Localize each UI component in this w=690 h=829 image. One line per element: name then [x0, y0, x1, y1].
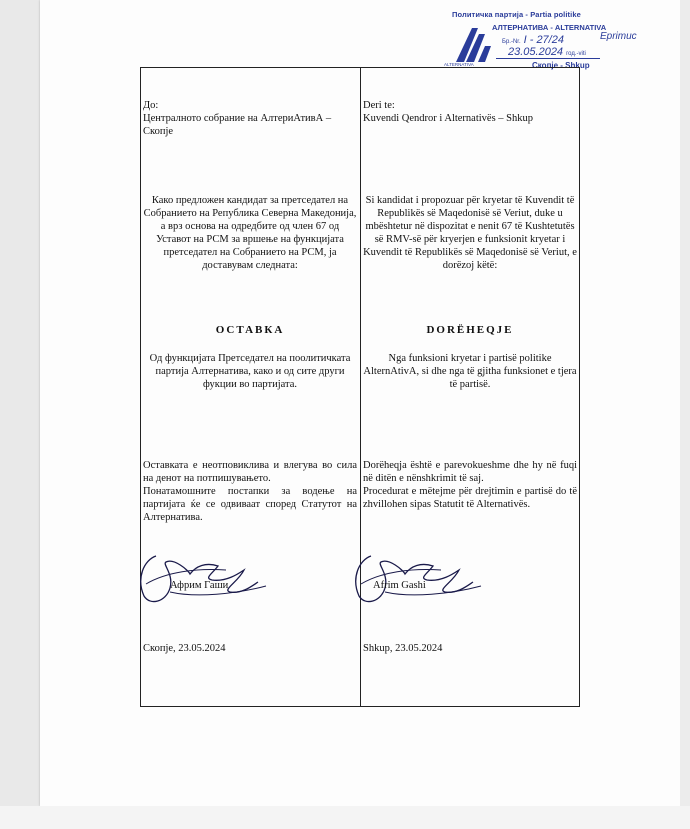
viewer-bottom — [0, 806, 690, 829]
stamp-underline — [496, 58, 600, 59]
left-signature-icon — [126, 544, 276, 609]
stamp-handwritten-note: Eprimuc — [600, 31, 637, 42]
right-statement: Nga funksioni kryetar i partisë politike AlternAtivA, si dhe nga të gjitha funksionet e tjera të partisë. — [363, 353, 577, 390]
left-heading: ОСТАВКА — [215, 324, 285, 336]
right-addressee — [363, 99, 577, 125]
right-closing — [363, 459, 577, 511]
page-edge — [680, 0, 690, 806]
left-to-label: До: — [143, 100, 159, 111]
right-to-value: Kuvendi Qendror i Alternativës – Shkup — [363, 113, 534, 124]
left-closing — [143, 459, 357, 524]
column-divider — [360, 68, 361, 706]
stamp-party-type: Политичка партија - Partia politike — [452, 10, 581, 19]
stamp-date-value: 23.05.2024 — [508, 46, 564, 58]
right-signature — [341, 544, 491, 609]
stamp-party-name: АЛТЕРНАТИВА - ALTERNATIVA — [492, 23, 607, 32]
left-place-date: Скопје, 23.05.2024 — [143, 643, 226, 654]
right-intro: Si kandidat i propozuar për kryetar të Kuvendit të Republikës së Maqedonisë së Veriut, duke u mbështetur në dispozitat e nenit 67 të Kushtetutës së RMV-së për kryerjen e funksionit kryetar i Kuvendit të Republikës së Maqedonisë së Veriut, e dorëzoj këtë: — [363, 195, 577, 271]
left-closing-1: Оставката е неотповиклива и влегува во сила на денот на потпишувањето. — [143, 460, 357, 484]
stamp-brand: ALTERNATIVA — [444, 62, 474, 67]
right-to-label: Deri te: — [363, 100, 395, 111]
left-intro: Како предложен кандидат за претседател на Собранието на Република Северна Македонија, а врз основа на одредбите од член 67 од Уставот на РСМ за вршење на функцијата претседател на Собранието на РСМ, ја доставувам следната: — [143, 195, 357, 271]
right-place-date: Shkup, 23.05.2024 — [363, 643, 443, 654]
stamp-city: Скопје - Shkup — [532, 61, 590, 70]
left-to-value: Централното собрание на АлтериАтивА – Скопје — [143, 113, 332, 137]
stamp-reg-label: Бр.-Nr. — [502, 39, 521, 45]
left-signature-name: Африм Гаши — [170, 580, 229, 591]
right-closing-2: Procedurat e mëtejme për drejtimin e partisë do të zhvillohen sipas Statutit të Alternativës. — [363, 486, 577, 510]
right-signature-icon — [341, 544, 491, 609]
left-addressee — [143, 99, 357, 138]
stamp-date-unit: год.-viti — [566, 51, 586, 57]
party-stamp — [444, 6, 662, 76]
left-signature — [126, 544, 276, 609]
right-closing-1: Dorëheqja është e parevokueshme dhe hy në fuqi në ditën e nënshkrimit të saj. — [363, 460, 577, 484]
left-closing-2: Понатамошните постапки за водење на партијата ќе се одвиваат според Статутот на Алтернатива. — [143, 486, 357, 523]
stamp-date — [508, 46, 586, 58]
stamp-registry — [502, 34, 564, 46]
right-signature-name: Afrim Gashi — [373, 580, 426, 591]
left-statement: Од функцијата Претседател на поолитичката партија Алтернатива, како и од сите други фукции во партијата. — [149, 353, 351, 390]
right-heading: DORËHEQJE — [426, 324, 514, 336]
bilingual-resignation-table — [140, 67, 580, 707]
stamp-reg-value: I - 27/24 — [523, 34, 564, 46]
alternativa-logo-icon — [452, 22, 496, 66]
